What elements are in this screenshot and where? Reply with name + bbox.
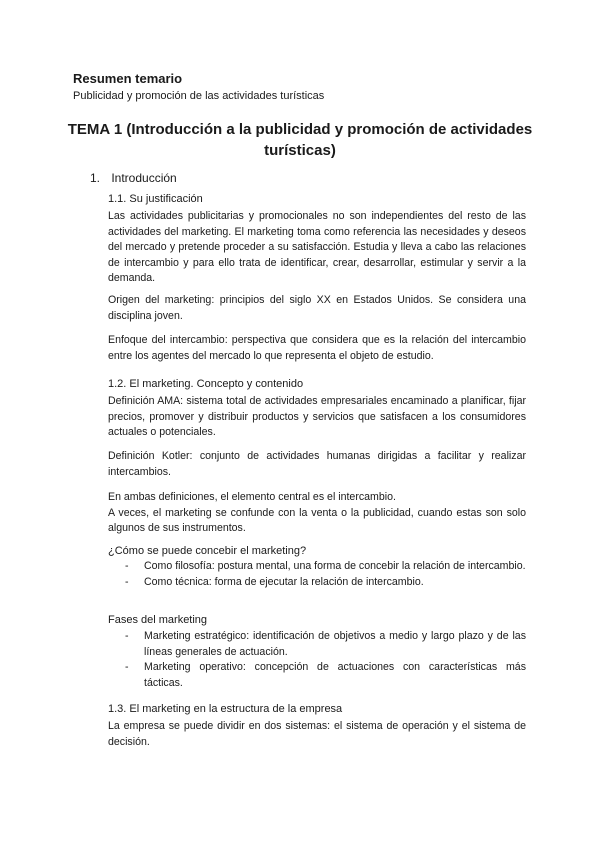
- chapter-title: TEMA 1 (Introducción a la publicidad y promoción de actividades turísticas): [67, 121, 533, 159]
- dash-bullet: -: [125, 630, 129, 642]
- dash-bullet: -: [125, 560, 129, 572]
- list-item: [108, 559, 526, 575]
- section-number: 1.: [90, 171, 101, 185]
- subsection-heading-1-2: 1.2. El marketing. Concepto y contenido: [108, 378, 304, 390]
- bullet-list-fases: [108, 629, 526, 691]
- dash-bullet: -: [125, 575, 129, 588]
- paragraph-justificacion: Las actividades publicitarias y promocionales no son independientes del resto de las actividades del marketing. El marketing toma como referencia las necesidades y deseos del mercado y pretende proceder a su satisfacción. Estudia y lleva a cabo las relaciones de intercambio y para ello trata de identificar, crear, desarrollar, estimular y servir a la demanda.: [108, 210, 526, 284]
- document-header-subtitle: Publicidad y promoción de las actividades turísticas: [73, 90, 325, 102]
- list-item: [108, 629, 526, 660]
- subsection-heading-1-3: 1.3. El marketing en la estructura de la empresa: [108, 703, 343, 715]
- list-heading-concebir: ¿Cómo se puede concebir el marketing?: [108, 545, 307, 557]
- paragraph-enfoque: Enfoque del intercambio: perspectiva que considera que es la relación del intercambio entre los agentes del mercado lo que representa el objeto de estudio.: [108, 334, 526, 362]
- list-item-text: Como filosofía: postura mental, una forma de concebir la relación de intercambio.: [144, 560, 526, 572]
- subsection-heading-1-1: 1.1. Su justificación: [108, 193, 203, 205]
- dash-bullet: -: [125, 661, 129, 673]
- section-title: Introducción: [111, 171, 177, 185]
- list-item-text: Marketing operativo: concepción de actuaciones con características más tácticas.: [144, 661, 526, 689]
- document-header-title: Resumen temario: [73, 71, 183, 86]
- paragraph-line: En ambas definiciones, el elemento central es el intercambio.: [108, 491, 396, 503]
- paragraph-definicion-kotler: Definición Kotler: conjunto de actividades humanas dirigidas a facilitar y realizar intercambios.: [108, 450, 526, 478]
- section-heading: [90, 171, 177, 185]
- paragraph-line: A veces, el marketing se confunde con la venta o la publicidad, cuando estas son solo algunos de sus instrumentos.: [108, 506, 526, 534]
- list-heading-fases: Fases del marketing: [108, 614, 208, 626]
- list-item-text: Como técnica: forma de ejecutar la relación de intercambio.: [144, 575, 424, 588]
- bullet-list-concebir: [108, 559, 526, 590]
- paragraph-elemento-central: [108, 490, 526, 537]
- list-item: [108, 575, 526, 591]
- list-item-text: Marketing estratégico: identificación de objetivos a medio y largo plazo y de las líneas generales de actuación.: [144, 630, 526, 658]
- paragraph-origen: Origen del marketing: principios del siglo XX en Estados Unidos. Se considera una disciplina joven.: [108, 294, 526, 322]
- paragraph-definicion-ama: Definición AMA: sistema total de actividades empresariales encaminado a planificar, fijar precios, promover y distribuir productos y servicios que satisfacen a los consumidores actuales o potenciales.: [108, 395, 526, 438]
- paragraph-estructura: La empresa se puede dividir en dos sistemas: el sistema de operación y el sistema de decisión.: [108, 720, 526, 748]
- list-item: [108, 660, 526, 691]
